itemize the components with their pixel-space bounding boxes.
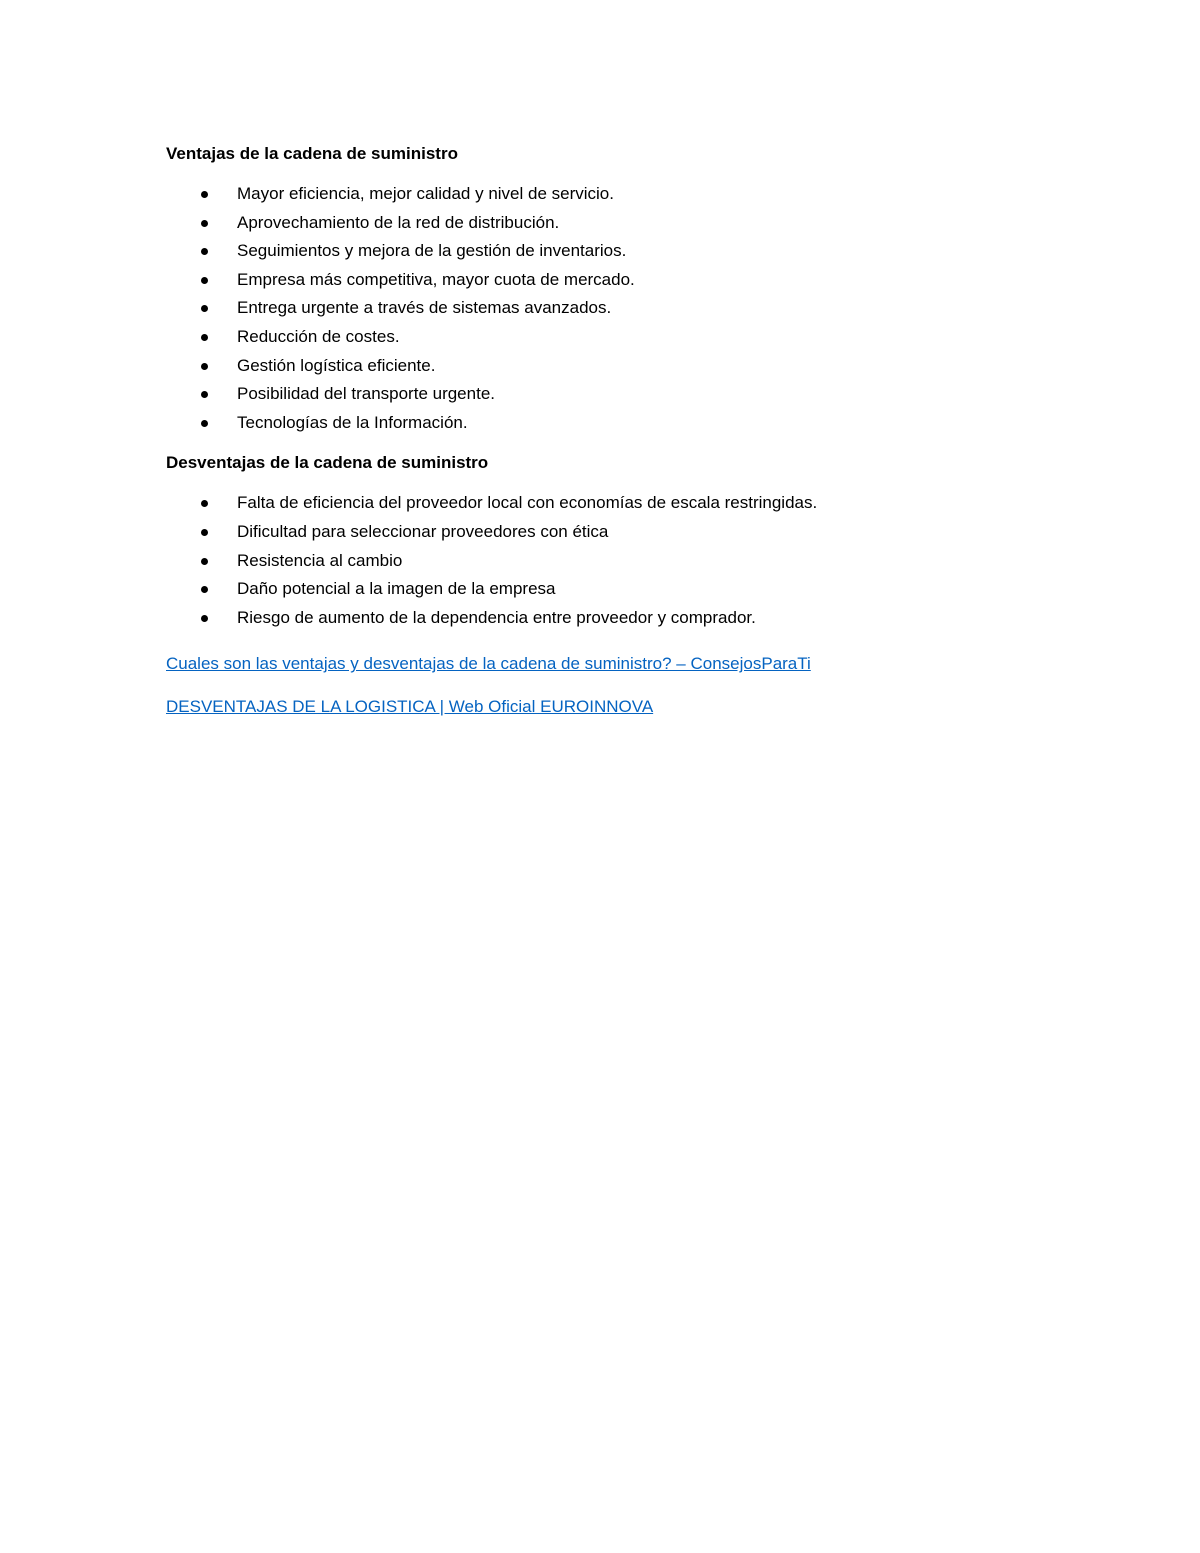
list-item — [166, 604, 1066, 633]
list-item — [166, 380, 1066, 409]
bullet-icon — [201, 220, 208, 227]
list-item-text: Riesgo de aumento de la dependencia entre proveedor y comprador. — [237, 607, 756, 627]
bullet-icon — [201, 420, 208, 427]
list-item — [166, 237, 1066, 266]
bullet-icon — [201, 305, 208, 312]
list-item-text: Mayor eficiencia, mejor calidad y nivel de servicio. — [237, 184, 614, 203]
list-item-text: Falta de eficiencia del proveedor local con economías de escala restringidas. — [237, 493, 818, 513]
bullet-icon — [201, 277, 208, 284]
reference-links — [166, 650, 1066, 721]
advantages-heading: Ventajas de la cadena de suministro — [166, 144, 458, 163]
list-item — [166, 352, 1066, 381]
list-item — [166, 409, 1066, 438]
list-item-text: Empresa más competitiva, mayor cuota de mercado. — [237, 269, 635, 289]
bullet-icon — [201, 615, 208, 622]
list-item-text: Gestión logística eficiente. — [237, 355, 436, 375]
disadvantages-heading: Desventajas de la cadena de suministro — [166, 453, 489, 473]
advantages-list — [166, 180, 1066, 437]
list-item — [166, 180, 1066, 209]
list-item-text: Posibilidad del transporte urgente. — [237, 384, 495, 404]
bullet-icon — [201, 363, 208, 370]
list-item — [166, 547, 1066, 576]
euroinnova-link[interactable]: DESVENTAJAS DE LA LOGISTICA | Web Oficial EUROINNOVA — [166, 697, 654, 717]
list-item-text: Tecnologías de la Información. — [237, 412, 468, 432]
bullet-icon — [201, 529, 208, 536]
bullet-icon — [201, 391, 208, 398]
list-item — [166, 266, 1066, 295]
list-item-text: Daño potencial a la imagen de la empresa — [237, 579, 556, 599]
list-item — [166, 323, 1066, 352]
list-item-text: Dificultad para seleccionar proveedores con ética — [237, 521, 609, 541]
bullet-icon — [201, 586, 208, 593]
bullet-icon — [201, 334, 208, 341]
bullet-icon — [201, 248, 208, 255]
bullet-icon — [201, 191, 208, 198]
list-item — [166, 209, 1066, 238]
bullet-icon — [201, 558, 208, 565]
consejosparati-link[interactable]: Cuales son las ventajas y desventajas de la cadena de suministro? – ConsejosParaTi — [166, 654, 811, 674]
list-item — [166, 294, 1066, 323]
list-item-text: Aprovechamiento de la red de distribución. — [237, 212, 560, 232]
list-item — [166, 518, 1066, 547]
list-item-text: Reducción de costes. — [237, 326, 400, 346]
list-item-text: Resistencia al cambio — [237, 550, 403, 570]
document-page — [166, 140, 1066, 736]
bullet-icon — [201, 500, 208, 507]
list-item-text: Entrega urgente a través de sistemas avanzados. — [237, 298, 612, 318]
list-item-text: Seguimientos y mejora de la gestión de inventarios. — [237, 241, 627, 261]
list-item — [166, 489, 1066, 518]
disadvantages-list — [166, 489, 1066, 632]
list-item — [166, 575, 1066, 604]
